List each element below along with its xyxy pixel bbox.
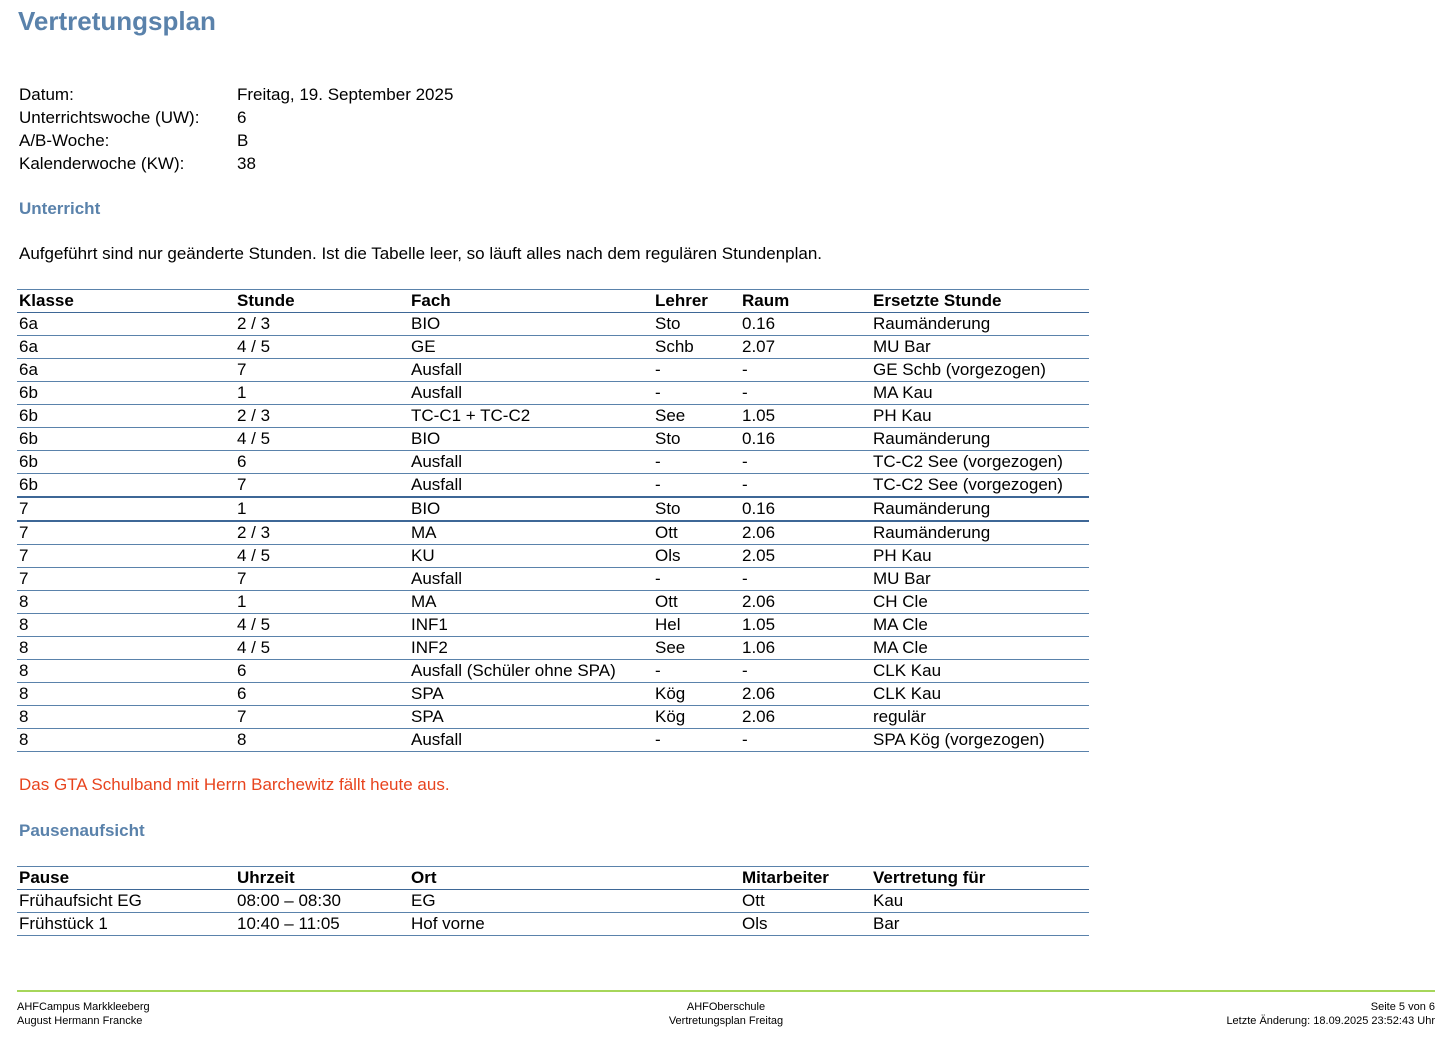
- table-cell: EG: [409, 890, 740, 913]
- table-cell: 2.06: [740, 683, 871, 706]
- table-cell: 6b: [17, 451, 235, 474]
- table-row: [17, 568, 1089, 591]
- table-cell: Frühaufsicht EG: [17, 890, 235, 913]
- table-cell: Hel: [653, 614, 740, 637]
- table-cell: -: [653, 359, 740, 382]
- table-cell: 2.06: [740, 706, 871, 729]
- table-cell: See: [653, 405, 740, 428]
- footer-page-number: Seite 5 von 6: [1370, 1001, 1435, 1013]
- table-row: [17, 614, 1089, 637]
- column-header: Stunde: [235, 290, 409, 313]
- table-cell: 0.16: [740, 428, 871, 451]
- table-row: [17, 405, 1089, 428]
- substitution-table-body: [17, 313, 1089, 752]
- table-cell: 8: [17, 729, 235, 752]
- table-cell: 2 / 3: [235, 521, 409, 545]
- column-header: Ersetzte Stunde: [871, 290, 1089, 313]
- column-header: Vertretung für: [871, 867, 1089, 890]
- table-row: [17, 497, 1089, 521]
- table-cell: 8: [17, 591, 235, 614]
- table-cell: MA Cle: [871, 637, 1089, 660]
- table-cell: 1: [235, 591, 409, 614]
- table-cell: Ausfall (Schüler ohne SPA): [409, 660, 653, 683]
- table-cell: 6a: [17, 313, 235, 336]
- table-cell: 6b: [17, 474, 235, 498]
- table-cell: Raumänderung: [871, 521, 1089, 545]
- table-cell: 0.16: [740, 497, 871, 521]
- table-cell: -: [653, 382, 740, 405]
- table-cell: 8: [235, 729, 409, 752]
- table-cell: 7: [17, 521, 235, 545]
- table-cell: -: [653, 660, 740, 683]
- table-cell: TC-C2 See (vorgezogen): [871, 451, 1089, 474]
- table-cell: Raumänderung: [871, 428, 1089, 451]
- footer-right: [1226, 1000, 1435, 1028]
- table-cell: BIO: [409, 428, 653, 451]
- table-row: [17, 890, 1089, 913]
- table-cell: 6b: [17, 405, 235, 428]
- table-cell: 7: [17, 568, 235, 591]
- table-cell: GE Schb (vorgezogen): [871, 359, 1089, 382]
- table-cell: -: [653, 474, 740, 498]
- table-cell: Sto: [653, 313, 740, 336]
- table-cell: Ausfall: [409, 729, 653, 752]
- table-cell: Schb: [653, 336, 740, 359]
- table-cell: 8: [17, 614, 235, 637]
- table-row: [17, 451, 1089, 474]
- table-cell: Ausfall: [409, 474, 653, 498]
- table-cell: CLK Kau: [871, 683, 1089, 706]
- table-cell: -: [653, 451, 740, 474]
- table-cell: 8: [17, 706, 235, 729]
- notice-text: Das GTA Schulband mit Herrn Barchewitz fällt heute aus.: [19, 775, 450, 794]
- break-supervision-table: [17, 866, 1089, 936]
- table-cell: Sto: [653, 497, 740, 521]
- table-cell: -: [740, 729, 871, 752]
- table-cell: 8: [17, 683, 235, 706]
- table-cell: TC-C1 + TC-C2: [409, 405, 653, 428]
- table-cell: BIO: [409, 313, 653, 336]
- table-cell: SPA: [409, 706, 653, 729]
- table-cell: 2 / 3: [235, 313, 409, 336]
- table-cell: PH Kau: [871, 545, 1089, 568]
- table-cell: -: [740, 474, 871, 498]
- table-cell: 1: [235, 497, 409, 521]
- table-cell: 4 / 5: [235, 336, 409, 359]
- table-header-row: [17, 290, 1089, 313]
- table-cell: 4 / 5: [235, 545, 409, 568]
- table-cell: Frühstück 1: [17, 913, 235, 936]
- table-cell: 1: [235, 382, 409, 405]
- table-cell: 1.05: [740, 614, 871, 637]
- table-cell: 4 / 5: [235, 637, 409, 660]
- meta-block: [19, 83, 453, 175]
- table-cell: MU Bar: [871, 568, 1089, 591]
- table-cell: Ausfall: [409, 451, 653, 474]
- break-supervision-table-body: [17, 890, 1089, 936]
- table-cell: INF2: [409, 637, 653, 660]
- table-cell: See: [653, 637, 740, 660]
- table-cell: -: [740, 568, 871, 591]
- table-cell: Ott: [740, 890, 871, 913]
- meta-value: B: [237, 131, 249, 150]
- table-cell: CH Cle: [871, 591, 1089, 614]
- table-row: [17, 637, 1089, 660]
- column-header: Klasse: [17, 290, 235, 313]
- meta-label: A/B-Woche:: [19, 131, 110, 150]
- section-heading-unterricht: Unterricht: [19, 199, 101, 218]
- table-cell: -: [740, 451, 871, 474]
- column-header: Uhrzeit: [235, 867, 409, 890]
- column-header: Lehrer: [653, 290, 740, 313]
- table-cell: -: [653, 568, 740, 591]
- table-cell: TC-C2 See (vorgezogen): [871, 474, 1089, 498]
- meta-label: Unterrichtswoche (UW):: [19, 108, 200, 127]
- table-cell: 6: [235, 451, 409, 474]
- table-cell: 10:40 – 11:05: [235, 913, 409, 936]
- table-cell: 1.05: [740, 405, 871, 428]
- table-cell: GE: [409, 336, 653, 359]
- table-cell: 4 / 5: [235, 428, 409, 451]
- table-cell: SPA: [409, 683, 653, 706]
- meta-label: Kalenderwoche (KW):: [19, 154, 185, 173]
- page-title: Vertretungsplan: [18, 6, 216, 36]
- table-cell: 2.06: [740, 591, 871, 614]
- table-cell: -: [740, 660, 871, 683]
- table-cell: Ols: [653, 545, 740, 568]
- table-cell: Ott: [653, 521, 740, 545]
- table-row: [17, 336, 1089, 359]
- table-cell: 6: [235, 660, 409, 683]
- footer-last-modified: Letzte Änderung: 18.09.2025 23:52:43 Uhr: [1226, 1015, 1435, 1027]
- footer-founder: August Hermann Francke: [17, 1015, 143, 1027]
- table-cell: 2.05: [740, 545, 871, 568]
- column-header: Raum: [740, 290, 871, 313]
- table-cell: regulär: [871, 706, 1089, 729]
- substitution-table: [17, 289, 1089, 752]
- table-cell: 2.07: [740, 336, 871, 359]
- meta-value: 38: [237, 154, 256, 173]
- table-row: [17, 474, 1089, 498]
- table-cell: Sto: [653, 428, 740, 451]
- table-cell: MU Bar: [871, 336, 1089, 359]
- table-row: [17, 545, 1089, 568]
- table-cell: Raumänderung: [871, 313, 1089, 336]
- footer-school: AHFOberschule: [686, 1001, 766, 1013]
- table-cell: 7: [17, 545, 235, 568]
- table-cell: Hof vorne: [409, 913, 740, 936]
- column-header: Pause: [17, 867, 235, 890]
- table-row: [17, 660, 1089, 683]
- table-cell: INF1: [409, 614, 653, 637]
- table-cell: Ott: [653, 591, 740, 614]
- table-cell: Kög: [653, 706, 740, 729]
- table-cell: 0.16: [740, 313, 871, 336]
- table-cell: 7: [235, 706, 409, 729]
- table-cell: 8: [17, 637, 235, 660]
- table-cell: MA Cle: [871, 614, 1089, 637]
- meta-row-uw: [19, 106, 453, 129]
- table-row: [17, 913, 1089, 936]
- table-cell: 1.06: [740, 637, 871, 660]
- table-cell: Kög: [653, 683, 740, 706]
- table-cell: Ausfall: [409, 359, 653, 382]
- table-cell: Bar: [871, 913, 1089, 936]
- table-cell: Ausfall: [409, 382, 653, 405]
- meta-row-datum: [19, 83, 453, 106]
- footer-campus: AHFCampus Markkleeberg: [17, 1001, 150, 1013]
- meta-row-kw: [19, 152, 453, 175]
- meta-label: Datum:: [19, 85, 74, 104]
- table-cell: -: [740, 382, 871, 405]
- table-cell: Raumänderung: [871, 497, 1089, 521]
- table-cell: 6a: [17, 336, 235, 359]
- table-row: [17, 313, 1089, 336]
- table-cell: 6b: [17, 382, 235, 405]
- table-cell: MA: [409, 521, 653, 545]
- table-cell: Kau: [871, 890, 1089, 913]
- table-cell: Ausfall: [409, 568, 653, 591]
- table-cell: 2 / 3: [235, 405, 409, 428]
- table-cell: 08:00 – 08:30: [235, 890, 409, 913]
- table-cell: -: [740, 359, 871, 382]
- meta-value: Freitag, 19. September 2025: [237, 85, 454, 104]
- footer-document: Vertretungsplan Freitag: [668, 1015, 784, 1027]
- table-header-row: [17, 867, 1089, 890]
- meta-row-ab-woche: [19, 129, 453, 152]
- table-cell: MA: [409, 591, 653, 614]
- table-row: [17, 428, 1089, 451]
- table-cell: 6: [235, 683, 409, 706]
- table-cell: 7: [17, 497, 235, 521]
- table-cell: 6b: [17, 428, 235, 451]
- table-row: [17, 359, 1089, 382]
- table-cell: 6a: [17, 359, 235, 382]
- table-cell: BIO: [409, 497, 653, 521]
- table-cell: 4 / 5: [235, 614, 409, 637]
- table-cell: 8: [17, 660, 235, 683]
- table-cell: SPA Kög (vorgezogen): [871, 729, 1089, 752]
- table-row: [17, 521, 1089, 545]
- table-cell: 2.06: [740, 521, 871, 545]
- table-row: [17, 683, 1089, 706]
- table-cell: CLK Kau: [871, 660, 1089, 683]
- table-cell: 7: [235, 359, 409, 382]
- table-row: [17, 382, 1089, 405]
- column-header: Ort: [409, 867, 740, 890]
- column-header: Mitarbeiter: [740, 867, 871, 890]
- table-cell: KU: [409, 545, 653, 568]
- table-row: [17, 591, 1089, 614]
- table-cell: 7: [235, 568, 409, 591]
- section-heading-pausenaufsicht: Pausenaufsicht: [19, 821, 145, 840]
- table-cell: -: [653, 729, 740, 752]
- table-row: [17, 706, 1089, 729]
- table-row: [17, 729, 1089, 752]
- table-cell: 7: [235, 474, 409, 498]
- column-header: Fach: [409, 290, 653, 313]
- table-cell: MA Kau: [871, 382, 1089, 405]
- footer-divider: [17, 990, 1435, 992]
- table-cell: PH Kau: [871, 405, 1089, 428]
- meta-value: 6: [237, 108, 247, 127]
- table-cell: Ols: [740, 913, 871, 936]
- intro-text: Aufgeführt sind nur geänderte Stunden. Ist die Tabelle leer, so läuft alles nach dem regulären Stundenplan.: [19, 244, 823, 263]
